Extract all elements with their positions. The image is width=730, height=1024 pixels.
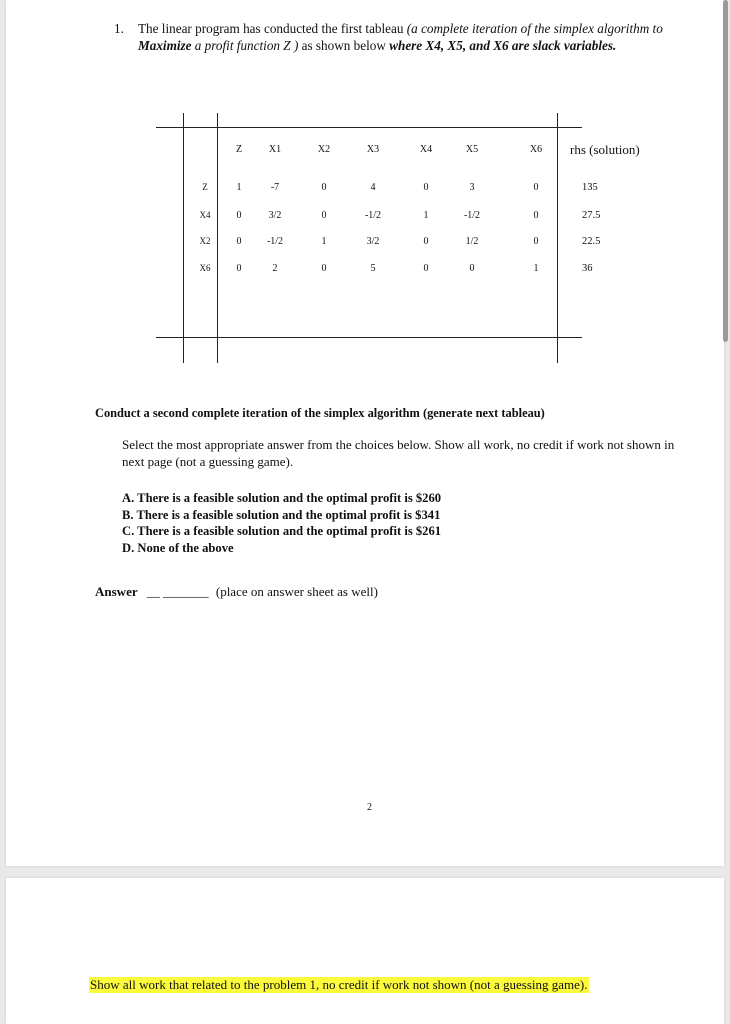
tableau-cell: -7 (270, 182, 280, 193)
basic-variable: Z (202, 182, 208, 192)
tableau-cell: 1/2 (465, 236, 479, 247)
column-header: Z (235, 144, 243, 155)
column-header: X1 (268, 144, 282, 155)
tableau-cell: 0 (423, 236, 429, 247)
tableau-cell: 1 (533, 263, 539, 274)
choice-d: D. None of the above (122, 540, 234, 555)
tableau-cell: 0 (533, 210, 539, 221)
tableau-cell: 0 (533, 236, 539, 247)
answer-note: (place on answer sheet as well) (215, 584, 378, 599)
tableau-cell: 0 (423, 182, 429, 193)
select-instruction: Select the most appropriate answer from the choices below. Show all work, no credit if work not shown in next page (not a guessing game). (122, 437, 675, 469)
tableau-cell: 3 (469, 182, 475, 193)
choice-b: B. There is a feasible solution and the optimal profit is $341 (122, 507, 441, 522)
document-page-1 (6, 0, 724, 866)
tableau-cell: 2 (272, 263, 278, 274)
tableau-top-line (156, 127, 582, 128)
scrollbar[interactable] (723, 0, 728, 342)
tableau-cell: 3/2 (268, 210, 282, 221)
column-header: X6 (529, 144, 543, 155)
tableau-cell: 5 (370, 263, 376, 274)
tableau-cell: -1/2 (463, 210, 481, 221)
basic-variable: X6 (199, 263, 211, 273)
tableau-cell: 0 (321, 210, 327, 221)
question-text: The linear program has conducted the first tableau (a complete iteration of the simplex algorithm to Maximize a profit function Z ) as shown below where X4, X5, and X6 are slack variables. (138, 21, 663, 53)
column-header: X2 (317, 144, 331, 155)
tableau-cell: 1 (236, 182, 242, 193)
instruction: Conduct a second complete iteration of the simplex algorithm (generate next tableau) (95, 406, 545, 420)
rhs-cell: 27.5 (582, 210, 601, 221)
column-header: X3 (366, 144, 380, 155)
tableau-cell: 0 (469, 263, 475, 274)
tableau-left-line (183, 113, 184, 363)
tableau-cell: 1 (321, 236, 327, 247)
answer-blank: __ _______ (146, 584, 209, 599)
tableau-cell: -1/2 (266, 236, 284, 247)
tableau-bottom-line (156, 337, 582, 338)
tableau-cell: 0 (236, 236, 242, 247)
answer-line (95, 584, 378, 600)
tableau-basic-line (217, 113, 218, 363)
tableau-cell: 0 (321, 263, 327, 274)
basic-variable: X2 (199, 236, 211, 246)
tableau-cell: 0 (236, 263, 242, 274)
rhs-cell: 22.5 (582, 236, 601, 247)
highlighted-note: Show all work that related to the problem 1, no credit if work not shown (not a guessing game). (90, 977, 588, 992)
rhs-header: rhs (solution) (570, 142, 640, 157)
tableau-cell: 0 (423, 263, 429, 274)
basic-variable: X4 (199, 210, 211, 220)
simplex-tableau (6, 0, 724, 380)
rhs-cell: 36 (582, 263, 593, 274)
tableau-cell: 0 (236, 210, 242, 221)
tableau-cell: 3/2 (366, 236, 380, 247)
page-number: 2 (367, 802, 372, 813)
tableau-cell: 0 (321, 182, 327, 193)
rhs-cell: 135 (582, 182, 598, 193)
tableau-cell: 4 (370, 182, 376, 193)
answer-choices (122, 490, 441, 556)
choice-c: C. There is a feasible solution and the optimal profit is $261 (122, 524, 442, 538)
document-page-2 (6, 878, 724, 1024)
tableau-rhs-line (557, 113, 558, 363)
answer-label: Answer (95, 584, 138, 599)
question-number: 1. (114, 21, 124, 36)
column-header: X4 (419, 144, 433, 155)
tableau-cell: -1/2 (364, 210, 382, 221)
choice-a: A. There is a feasible solution and the optimal profit is $260 (122, 491, 442, 505)
column-header: X5 (465, 144, 479, 155)
tableau-cell: 1 (423, 210, 429, 221)
tableau-cell: 0 (533, 182, 539, 193)
